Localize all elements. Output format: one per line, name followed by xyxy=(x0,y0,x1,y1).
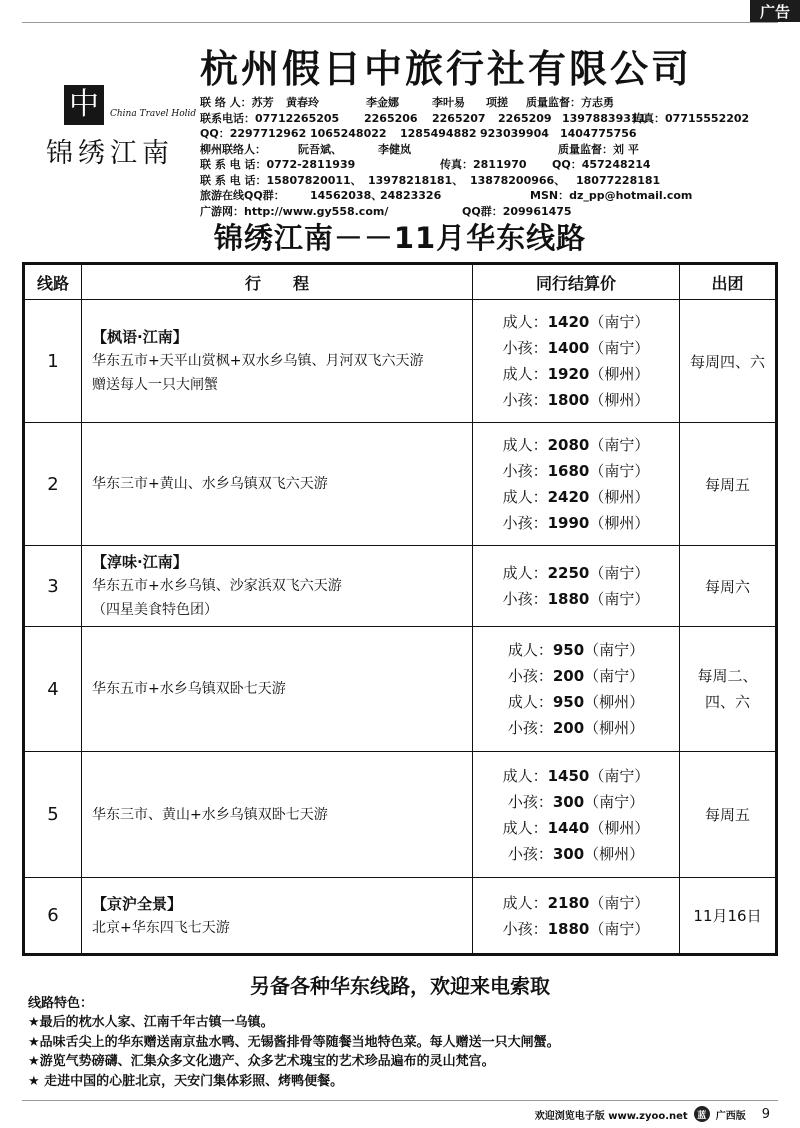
price-label: 成人： xyxy=(502,488,548,506)
contact-block xyxy=(200,95,790,219)
contact-field: QQ：457248214 xyxy=(552,158,651,171)
contact-field: 广游网：http://www.gy558.com/ xyxy=(200,204,389,218)
contact-field: QQ群：209961475 xyxy=(462,204,572,218)
route-number: 5 xyxy=(24,752,82,878)
contact-field: 1404775756 xyxy=(560,127,637,140)
company-logo xyxy=(42,85,197,175)
price-city: （南宁） xyxy=(589,313,650,331)
route-itinerary xyxy=(82,878,473,955)
contact-field: 13978218181、 xyxy=(368,173,464,187)
price-city: （南宁） xyxy=(589,436,650,454)
page-footer xyxy=(535,1106,770,1122)
price-value: 300 xyxy=(552,792,585,811)
price-city: （南宁） xyxy=(589,462,650,480)
route-departure: 每周五 xyxy=(680,752,777,878)
price-line xyxy=(473,560,679,586)
price-line xyxy=(473,586,679,612)
price-label: 成人： xyxy=(502,564,548,582)
price-value: 1450 xyxy=(547,766,590,785)
price-city: （南宁） xyxy=(589,339,650,357)
more-routes-notice: 另备各种华东线路，欢迎来电索取 xyxy=(250,974,550,998)
price-line xyxy=(473,763,679,789)
route-name: 【枫语·江南】 xyxy=(92,328,188,346)
price-city: （柳州） xyxy=(589,818,650,837)
contact-field: 传真：07715552202 xyxy=(632,111,750,125)
contact-field: 923039904 xyxy=(480,127,549,140)
contact-field: 联 系 电 话：0772-2811939 xyxy=(200,158,356,171)
route-number: 3 xyxy=(24,546,82,627)
price-city: （南宁） xyxy=(584,792,645,811)
header-price: 同行结算价 xyxy=(473,264,680,300)
price-label: 成人： xyxy=(507,693,553,711)
price-label: 小孩： xyxy=(507,792,553,811)
route-row xyxy=(24,878,777,955)
price-label: 成人： xyxy=(502,818,548,837)
footer-rule xyxy=(22,1100,778,1101)
route-itinerary xyxy=(82,752,473,878)
features-heading: 线路特色： xyxy=(28,996,94,1011)
route-itinerary xyxy=(82,627,473,752)
contact-field: 质量监督：刘 平 xyxy=(558,142,639,156)
top-rule xyxy=(22,22,778,23)
price-city: （南宁） xyxy=(589,893,650,912)
price-line xyxy=(473,689,679,715)
price-value: 950 xyxy=(552,693,585,711)
ad-tag: 广告 xyxy=(750,0,800,22)
contact-field: 李叶易 xyxy=(432,96,465,109)
contact-field: 李金娜 xyxy=(366,96,399,109)
price-value: 1440 xyxy=(547,818,590,837)
price-label: 成人： xyxy=(502,436,548,454)
contact-field: 联 系 电 话：15807820011、 xyxy=(200,173,362,187)
contact-line xyxy=(200,111,790,127)
price-city: （南宁） xyxy=(589,590,650,608)
price-city: （南宁） xyxy=(589,766,650,785)
price-city: （南宁） xyxy=(584,641,645,659)
route-description: 华东五市+天平山赏枫+双水乡乌镇、月河双飞六天游 xyxy=(92,353,424,369)
header-route: 线路 xyxy=(24,264,82,300)
price-label: 成人： xyxy=(502,365,548,383)
route-name: 【京沪全景】 xyxy=(92,894,183,913)
feature-item: ★游览气势磅礴、汇集众多文化遗产、众多艺术瑰宝的艺术珍品遍布的灵山梵宫。 xyxy=(28,1054,495,1069)
route-description: 北京+华东四飞七天游 xyxy=(92,919,230,936)
route-description: （四星美食特色团） xyxy=(92,602,218,618)
price-label: 小孩： xyxy=(507,844,553,863)
contact-field: 黄春玲 xyxy=(286,96,319,109)
price-value: 1880 xyxy=(547,919,590,938)
price-value: 1680 xyxy=(547,462,590,480)
price-line xyxy=(473,510,679,536)
price-value: 1420 xyxy=(547,313,590,331)
route-number: 6 xyxy=(24,878,82,955)
price-line xyxy=(473,458,679,484)
feature-item: ★品味舌尖上的华东赠送南京盐水鸭、无锡酱排骨等随餐当地特色菜。每人赠送一只大闸蟹。 xyxy=(28,1034,560,1050)
logo-chinese: 锦绣江南 xyxy=(46,138,174,169)
contact-field: 李健岚 xyxy=(378,142,411,156)
price-label: 成人： xyxy=(502,313,548,331)
price-line xyxy=(473,335,679,361)
price-value: 1920 xyxy=(547,365,590,383)
price-value: 1800 xyxy=(547,391,590,409)
route-itinerary xyxy=(82,423,473,546)
contact-field: 旅游在线QQ群： xyxy=(200,189,285,202)
route-row xyxy=(24,546,777,627)
route-departure: 每周六 xyxy=(680,546,777,627)
price-line xyxy=(473,484,679,510)
contact-line xyxy=(200,95,790,111)
price-city: （柳州） xyxy=(589,391,650,409)
features-section xyxy=(28,994,788,1091)
price-value: 950 xyxy=(552,641,585,659)
price-line xyxy=(473,815,679,841)
header-departure: 出团 xyxy=(680,264,777,300)
route-description: 华东三市、黄山+水乡乌镇双卧七天游 xyxy=(92,806,328,823)
contact-field: 项搓 xyxy=(486,96,508,109)
contact-field: 传真：2811970 xyxy=(440,158,527,171)
route-number: 2 xyxy=(24,423,82,546)
route-departure: 每周二、四、六 xyxy=(680,627,777,752)
route-description: 华东五市+水乡乌镇双卧七天游 xyxy=(92,681,286,697)
route-prices xyxy=(473,300,680,423)
price-label: 小孩： xyxy=(502,462,548,480)
price-value: 1990 xyxy=(547,514,590,532)
price-value: 2180 xyxy=(547,893,590,912)
contact-line xyxy=(200,157,790,173)
contact-line xyxy=(200,173,790,189)
route-row xyxy=(24,300,777,423)
feature-item: ★最后的枕水人家、江南千年古镇一乌镇。 xyxy=(28,1015,274,1030)
route-departure: 11月16日 xyxy=(680,878,777,955)
price-city: （柳州） xyxy=(584,719,645,737)
routes-table xyxy=(22,262,778,956)
price-city: （南宁） xyxy=(589,919,650,938)
route-prices xyxy=(473,423,680,546)
contact-field: 24823326 xyxy=(380,189,442,202)
contact-field: 阮吾斌、 xyxy=(298,142,342,156)
company-name: 杭州假日中旅行社有限公司 xyxy=(200,47,693,91)
header-itinerary: 行 程 xyxy=(82,264,473,300)
route-row xyxy=(24,752,777,878)
contact-field: 联系电话：07712265205 xyxy=(200,111,340,125)
contact-line xyxy=(200,126,790,142)
price-line xyxy=(473,715,679,741)
price-city: （柳州） xyxy=(584,844,645,863)
main-title: 锦绣江南－－11月华东线路 xyxy=(213,221,587,255)
contact-field: 柳州联络人： xyxy=(200,142,266,156)
route-number: 1 xyxy=(24,300,82,423)
contact-line xyxy=(200,188,790,204)
price-value: 200 xyxy=(552,667,585,685)
contact-field: 质量监督：方志勇 xyxy=(526,96,614,109)
price-city: （南宁） xyxy=(589,564,650,582)
price-city: （柳州） xyxy=(589,514,650,532)
price-line xyxy=(473,841,679,867)
route-row xyxy=(24,627,777,752)
price-label: 成人： xyxy=(507,641,553,659)
price-value: 1400 xyxy=(547,339,590,357)
price-label: 小孩： xyxy=(502,391,548,409)
contact-field: MSN：dz_pp@hotmail.com xyxy=(530,189,693,202)
route-description: 华东五市+水乡乌镇、沙家浜双飞六天游 xyxy=(92,578,342,594)
price-label: 小孩： xyxy=(507,719,553,737)
logo-mark: 中 xyxy=(64,85,104,125)
route-row xyxy=(24,423,777,546)
route-number: 4 xyxy=(24,627,82,752)
contact-field: 18077228181 xyxy=(576,173,661,187)
price-label: 成人： xyxy=(502,766,548,785)
contact-field: 13878200966、 xyxy=(470,173,566,187)
price-line xyxy=(473,361,679,387)
contact-field: 2265209 xyxy=(498,111,552,125)
price-line xyxy=(473,309,679,335)
route-prices xyxy=(473,878,680,955)
route-itinerary xyxy=(82,546,473,627)
feature-item: ★ 走进中国的心脏北京，天安门集体彩照、烤鸭便餐。 xyxy=(28,1073,344,1089)
contact-field: 联 络 人：苏芳 xyxy=(200,96,274,109)
route-prices xyxy=(473,546,680,627)
contact-field: 2265206 xyxy=(364,111,418,125)
price-line xyxy=(473,916,679,942)
price-value: 300 xyxy=(552,844,585,863)
logo-english: China Travel Holid xyxy=(110,109,197,119)
footer-edition: 广西版 xyxy=(715,1110,746,1122)
price-value: 2250 xyxy=(547,564,590,582)
price-line xyxy=(473,387,679,413)
price-city: （南宁） xyxy=(584,667,645,685)
price-city: （柳州） xyxy=(589,488,650,506)
price-city: （柳州） xyxy=(584,693,645,711)
route-departure: 每周五 xyxy=(680,423,777,546)
price-label: 小孩： xyxy=(507,667,553,685)
route-itinerary xyxy=(82,300,473,423)
price-label: 小孩： xyxy=(502,514,548,532)
price-value: 2080 xyxy=(547,436,590,454)
route-name: 【淳味·江南】 xyxy=(92,553,188,571)
price-line xyxy=(473,789,679,815)
route-description: 华东三市+黄山、水乡乌镇双飞六天游 xyxy=(92,476,328,492)
price-label: 成人： xyxy=(502,893,548,912)
route-prices xyxy=(473,627,680,752)
edition-badge-icon: 蓝 xyxy=(694,1106,710,1122)
table-header-row xyxy=(24,264,777,300)
price-city: （柳州） xyxy=(589,365,650,383)
price-line xyxy=(473,890,679,916)
contact-field: 2265207 xyxy=(432,111,486,125)
price-value: 2420 xyxy=(547,488,590,506)
footer-text: 欢迎浏览电子版 www.zyoo.net xyxy=(534,1110,688,1122)
contact-field: 1285494882 xyxy=(400,127,477,140)
contact-line xyxy=(200,142,790,158)
price-line xyxy=(473,637,679,663)
price-value: 200 xyxy=(552,719,585,737)
route-prices xyxy=(473,752,680,878)
price-label: 小孩： xyxy=(502,919,548,938)
contact-field: QQ：2297712962 xyxy=(200,127,307,140)
contact-field: 14562038、 xyxy=(310,189,383,202)
route-departure: 每周四、六 xyxy=(680,300,777,423)
price-label: 小孩： xyxy=(502,590,548,608)
contact-field: 13978839311 xyxy=(562,111,647,125)
price-line xyxy=(473,432,679,458)
page-number: 9 xyxy=(761,1106,770,1122)
contact-field: 1065248022 xyxy=(310,127,387,140)
price-line xyxy=(473,663,679,689)
route-description: 赠送每人一只大闸蟹 xyxy=(92,377,218,393)
price-value: 1880 xyxy=(547,590,590,608)
price-label: 小孩： xyxy=(502,339,548,357)
